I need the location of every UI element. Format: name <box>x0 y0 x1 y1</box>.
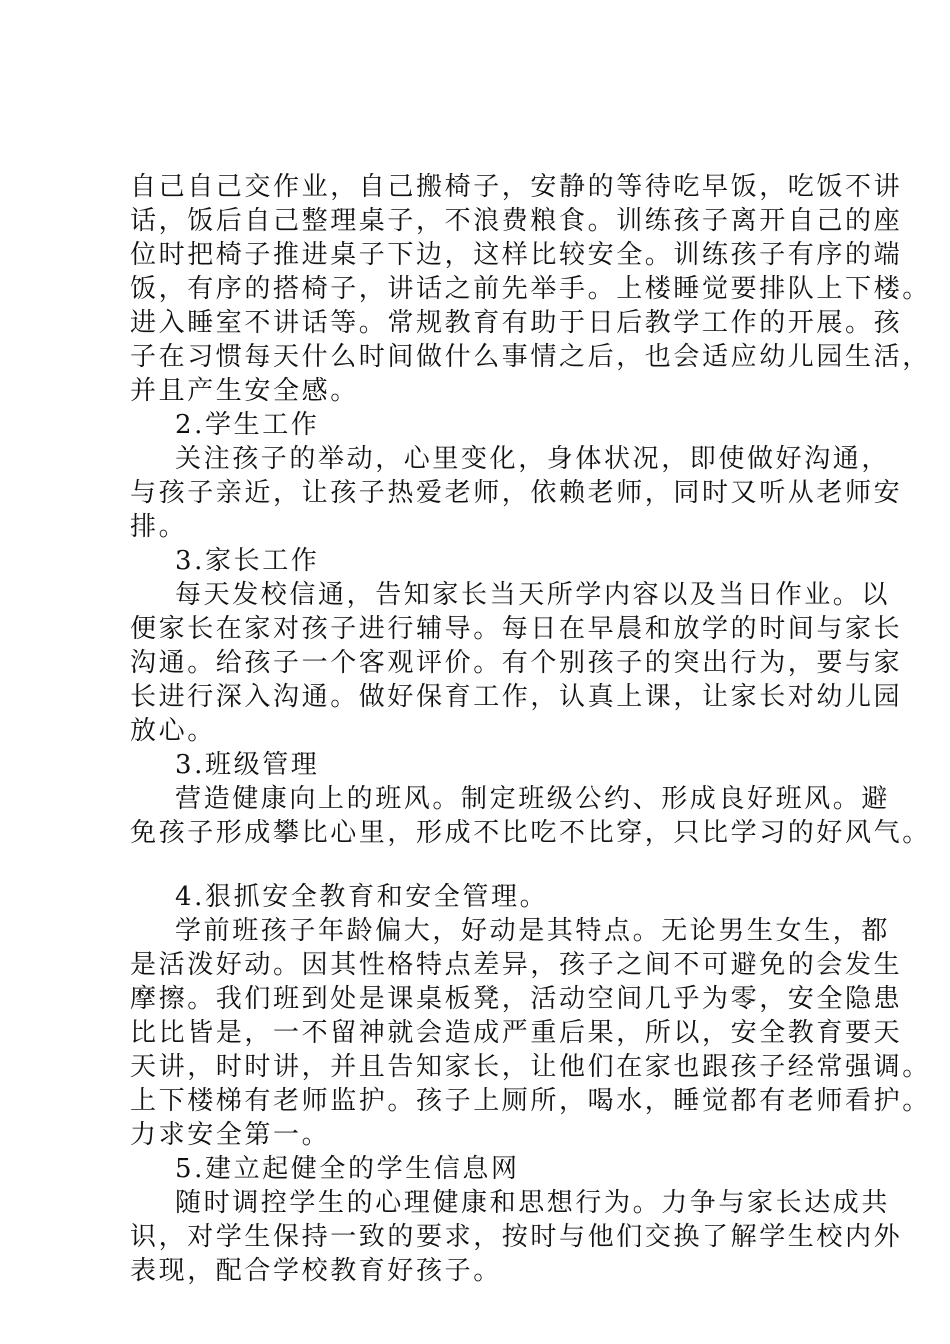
section-heading: 5.建立起健全的学生信息网 <box>175 1154 520 1184</box>
body-line: 并且产生安全感。 <box>130 376 359 406</box>
section-heading: 3.家长工作 <box>175 546 320 576</box>
section-heading: 3.班级管理 <box>175 750 320 780</box>
body-line: 比比皆是，一不留神就会造成严重后果，所以，安全教育要天 <box>130 1018 903 1048</box>
body-line: 关注孩子的举动，心里变化，身体状况，即使做好沟通， <box>175 444 891 474</box>
body-line: 识，对学生保持一致的要求，按时与他们交换了解学生校内外 <box>130 1222 903 1252</box>
body-line: 天讲，时时讲，并且告知家长，让他们在家也跟孩子经常强调。 <box>130 1052 931 1082</box>
body-line: 便家长在家对孩子进行辅导。每日在早晨和放学的时间与家长 <box>130 614 903 644</box>
body-line: 长进行深入沟通。做好保育工作，认真上课，让家长对幼儿园 <box>130 682 903 712</box>
body-line: 营造健康向上的班风。制定班级公约、形成良好班风。避 <box>175 784 891 814</box>
body-line: 位时把椅子推进桌子下边，这样比较安全。训练孩子有序的端 <box>130 240 903 270</box>
body-line: 饭，有序的搭椅子，讲话之前先举手。上楼睡觉要排队上下楼。 <box>130 274 931 304</box>
section-heading: 2.学生工作 <box>175 410 320 440</box>
body-line: 是活泼好动。因其性格特点差异，孩子之间不可避免的会发生 <box>130 950 903 980</box>
body-line: 沟通。给孩子一个客观评价。有个别孩子的突出行为，要与家 <box>130 648 903 678</box>
body-line: 自己自己交作业，自己搬椅子，安静的等待吃早饭，吃饭不讲 <box>130 172 903 202</box>
body-line: 话，饭后自己整理桌子，不浪费粮食。训练孩子离开自己的座 <box>130 206 903 236</box>
section-heading: 4.狠抓安全教育和安全管理。 <box>175 882 549 912</box>
body-line: 子在习惯每天什么时间做什么事情之后，也会适应幼儿园生活， <box>130 342 931 372</box>
body-line: 放心。 <box>130 716 216 746</box>
body-line: 力求安全第一。 <box>130 1120 331 1150</box>
body-line: 进入睡室不讲话等。常规教育有助于日后教学工作的开展。孩 <box>130 308 903 338</box>
body-line: 摩擦。我们班到处是课桌板凳，活动空间几乎为零，安全隐患 <box>130 984 903 1014</box>
body-line: 表现，配合学校教育好孩子。 <box>130 1256 502 1286</box>
body-line: 上下楼梯有老师监护。孩子上厕所，喝水，睡觉都有老师看护。 <box>130 1086 931 1116</box>
body-line: 与孩子亲近，让孩子热爱老师，依赖老师，同时又听从老师安 <box>130 478 903 508</box>
body-line: 每天发校信通，告知家长当天所学内容以及当日作业。以 <box>175 580 891 610</box>
body-line: 随时调控学生的心理健康和思想行为。力争与家长达成共 <box>175 1188 891 1218</box>
body-line: 学前班孩子年龄偏大，好动是其特点。无论男生女生，都 <box>175 916 891 946</box>
body-line: 排。 <box>130 512 188 542</box>
body-line: 免孩子形成攀比心里，形成不比吃不比穿，只比学习的好风气。 <box>130 818 931 848</box>
